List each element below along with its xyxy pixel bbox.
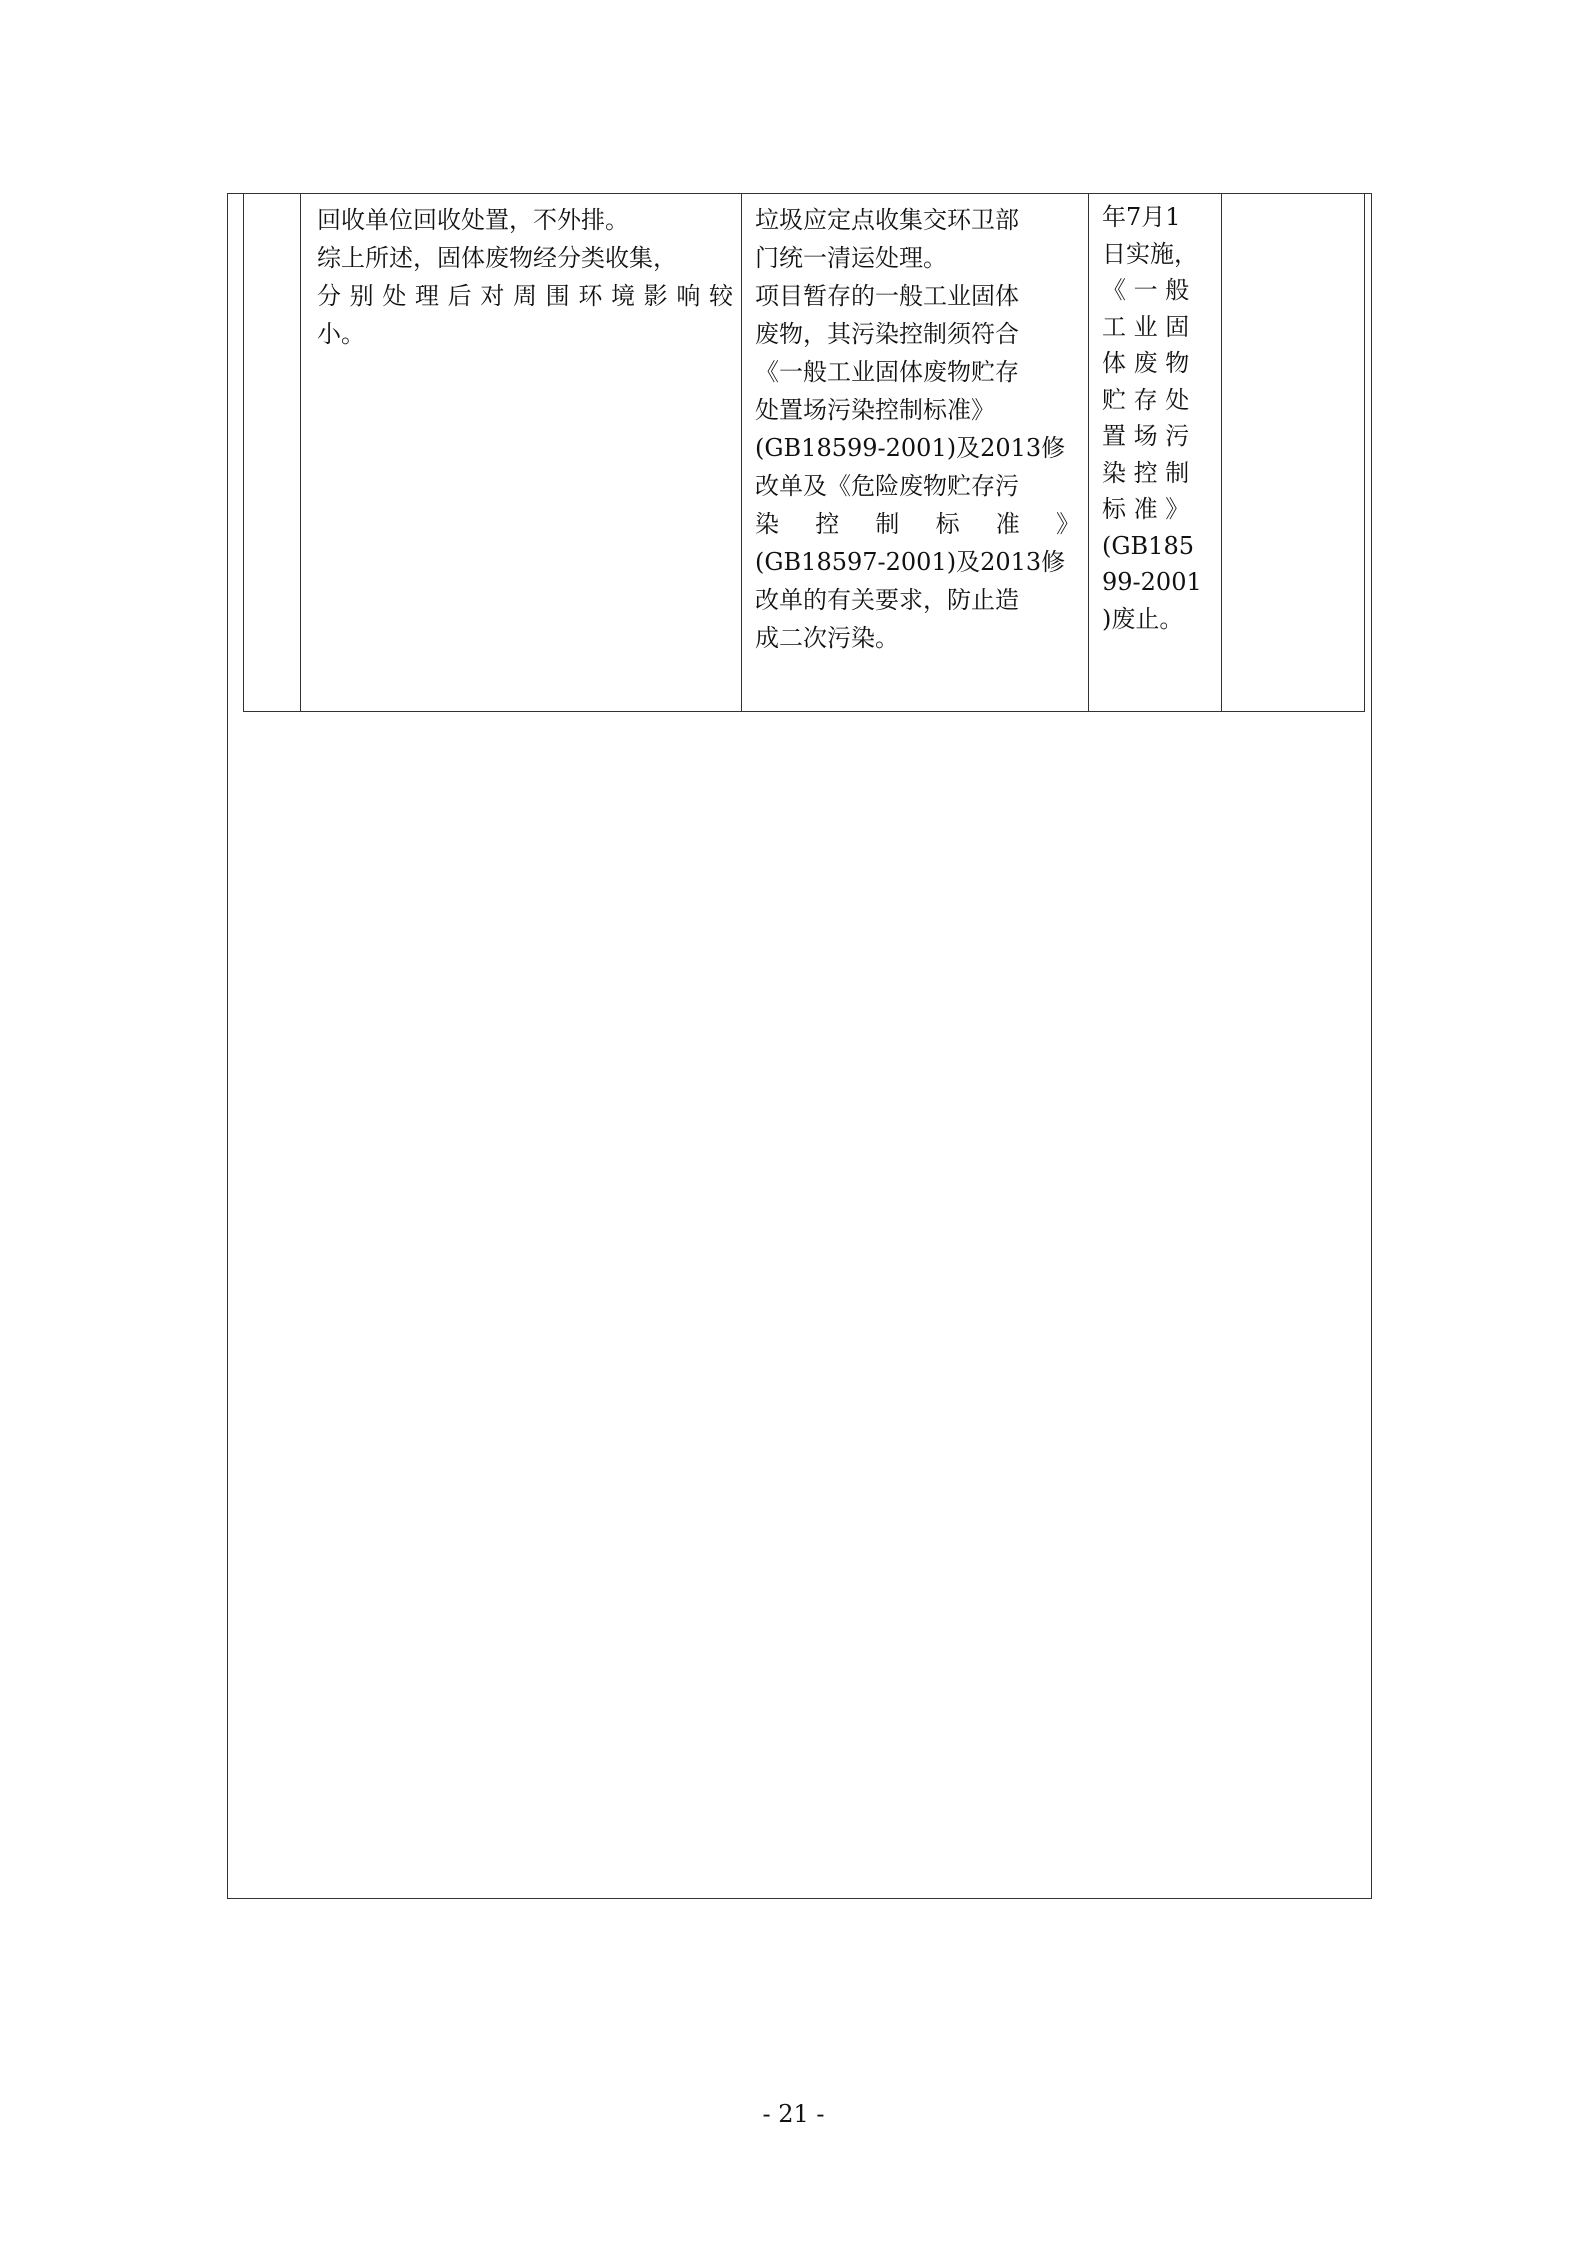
requirement-line: 改单的有关要求，防止造 xyxy=(755,586,1019,614)
requirement-line: 改单及《危险废物贮存污 xyxy=(755,472,1019,500)
note-line: 年7月1 xyxy=(1102,203,1181,231)
note-line: 置 场 污 xyxy=(1102,422,1190,450)
note-line: (GB185 xyxy=(1102,531,1194,560)
description-cell xyxy=(301,194,742,712)
description-line: 回收单位回收处置，不外排。 xyxy=(317,206,629,234)
note-line: 标 准 》 xyxy=(1102,495,1190,523)
blank-cell-right xyxy=(1222,194,1365,712)
page-number: - 21 - xyxy=(762,2100,825,2128)
requirement-line: 垃圾应定点收集交环卫部 xyxy=(755,206,1019,234)
table-row xyxy=(244,194,1365,712)
description-line: 综上所述，固体废物经分类收集， xyxy=(317,244,677,272)
note-line: 日实施， xyxy=(1102,239,1198,268)
note-line: 贮 存 处 xyxy=(1102,385,1190,414)
description-line: 分别处理后对周围环境影响较 xyxy=(317,282,733,310)
description-text xyxy=(301,194,741,353)
requirement-line: 《一般工业固体废物贮存 xyxy=(755,358,1019,386)
note-line: 染 控 制 xyxy=(1102,458,1190,487)
requirement-line: 成二次污染。 xyxy=(755,624,899,652)
requirement-cell xyxy=(742,194,1089,712)
requirement-line: 染 控 制 标 准 》 xyxy=(755,510,1080,538)
note-line: 体 废 物 xyxy=(1102,349,1190,377)
note-text xyxy=(1089,194,1221,637)
requirement-line: (GB18599-2001)及2013修 xyxy=(755,434,1066,462)
note-line: 《 一 般 xyxy=(1102,276,1190,304)
requirement-text xyxy=(742,194,1088,657)
requirement-line: 处置场污染控制标准》 xyxy=(755,396,995,424)
content-table xyxy=(243,193,1365,712)
note-line: )废止。 xyxy=(1102,604,1184,633)
requirement-line: (GB18597-2001)及2013修 xyxy=(755,548,1066,576)
note-line: 99-2001 xyxy=(1102,568,1202,596)
blank-cell-left xyxy=(244,194,301,712)
requirement-line: 门统一清运处理。 xyxy=(755,244,947,272)
requirement-line: 废物，其污染控制须符合 xyxy=(755,320,1019,348)
description-line: 小。 xyxy=(317,320,365,348)
note-line: 工 业 固 xyxy=(1102,312,1190,341)
requirement-line: 项目暂存的一般工业固体 xyxy=(755,282,1019,310)
note-cell xyxy=(1089,194,1222,712)
